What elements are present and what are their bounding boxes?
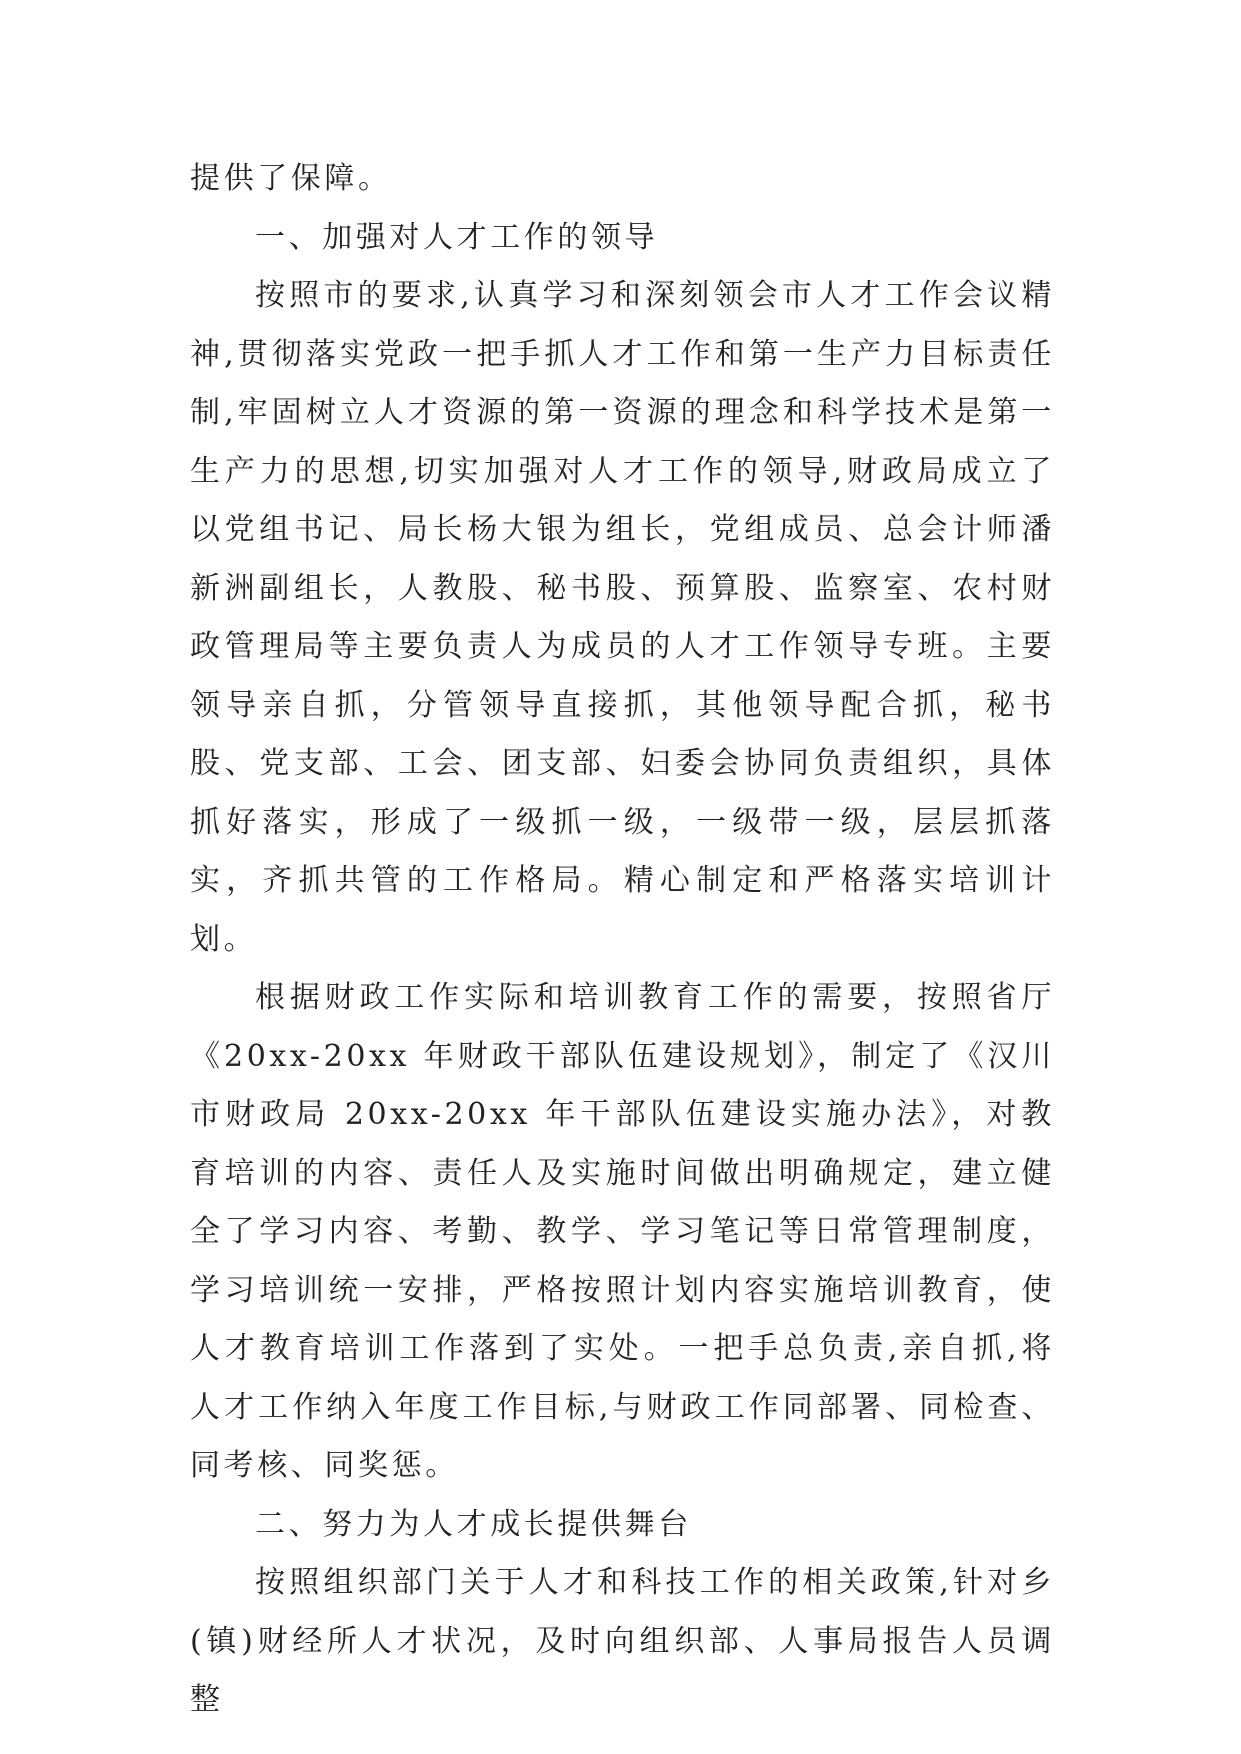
paragraph: 根据财政工作实际和培训教育工作的需要，按照省厅《20xx-20xx 年财政干部队伍建设规划》，制定了《汉川市财政局 20xx-20xx 年干部队伍建设实施办法》，对教育培训的内容、责任人及实施时间做出明确规定，建立健全了学习内容、考勤、教学、学习笔记等日常管理制度，学习培训统一安排，严格按照计划内容实施培训教育，使人才教育培训工作落到了实处。一把手总负责,亲自抓,将人才工作纳入年度工作目标,与财政工作同部署、同检查、同考核、同奖惩。 (190, 980, 1055, 1483)
document-body (190, 150, 1055, 1730)
section-heading-1: 一、加强对人才工作的领导 (255, 219, 659, 255)
paragraph: 按照组织部门关于人才和科技工作的相关政策,针对乡(镇)财经所人才状况，及时向组织部、人事局报告人员调整 (190, 1565, 1055, 1717)
paragraph: 按照市的要求,认真学习和深刻领会市人才工作会议精神,贯彻落实党政一把手抓人才工作和第一生产力目标责任制,牢固树立人才资源的第一资源的理念和科学技术是第一生产力的思想,切实加强对人才工作的领导,财政局成立了以党组书记、局长杨大银为组长，党组成员、总会计师潘新洲副组长，人教股、秘书股、预算股、监察室、农村财政管理局等主要负责人为成员的人才工作领导专班。主要领导亲自抓，分管领导直接抓，其他领导配合抓，秘书股、党支部、工会、团支部、妇委会协同负责组织，具体抓好落实，形成了一级抓一级，一级带一级，层层抓落实，齐抓共管的工作格局。精心制定和严格落实培训计划。 (190, 278, 1055, 957)
paragraph-continuation: 提供了保障。 (190, 161, 392, 196)
section-heading-2: 二、努力为人才成长提供舞台 (255, 1506, 692, 1542)
